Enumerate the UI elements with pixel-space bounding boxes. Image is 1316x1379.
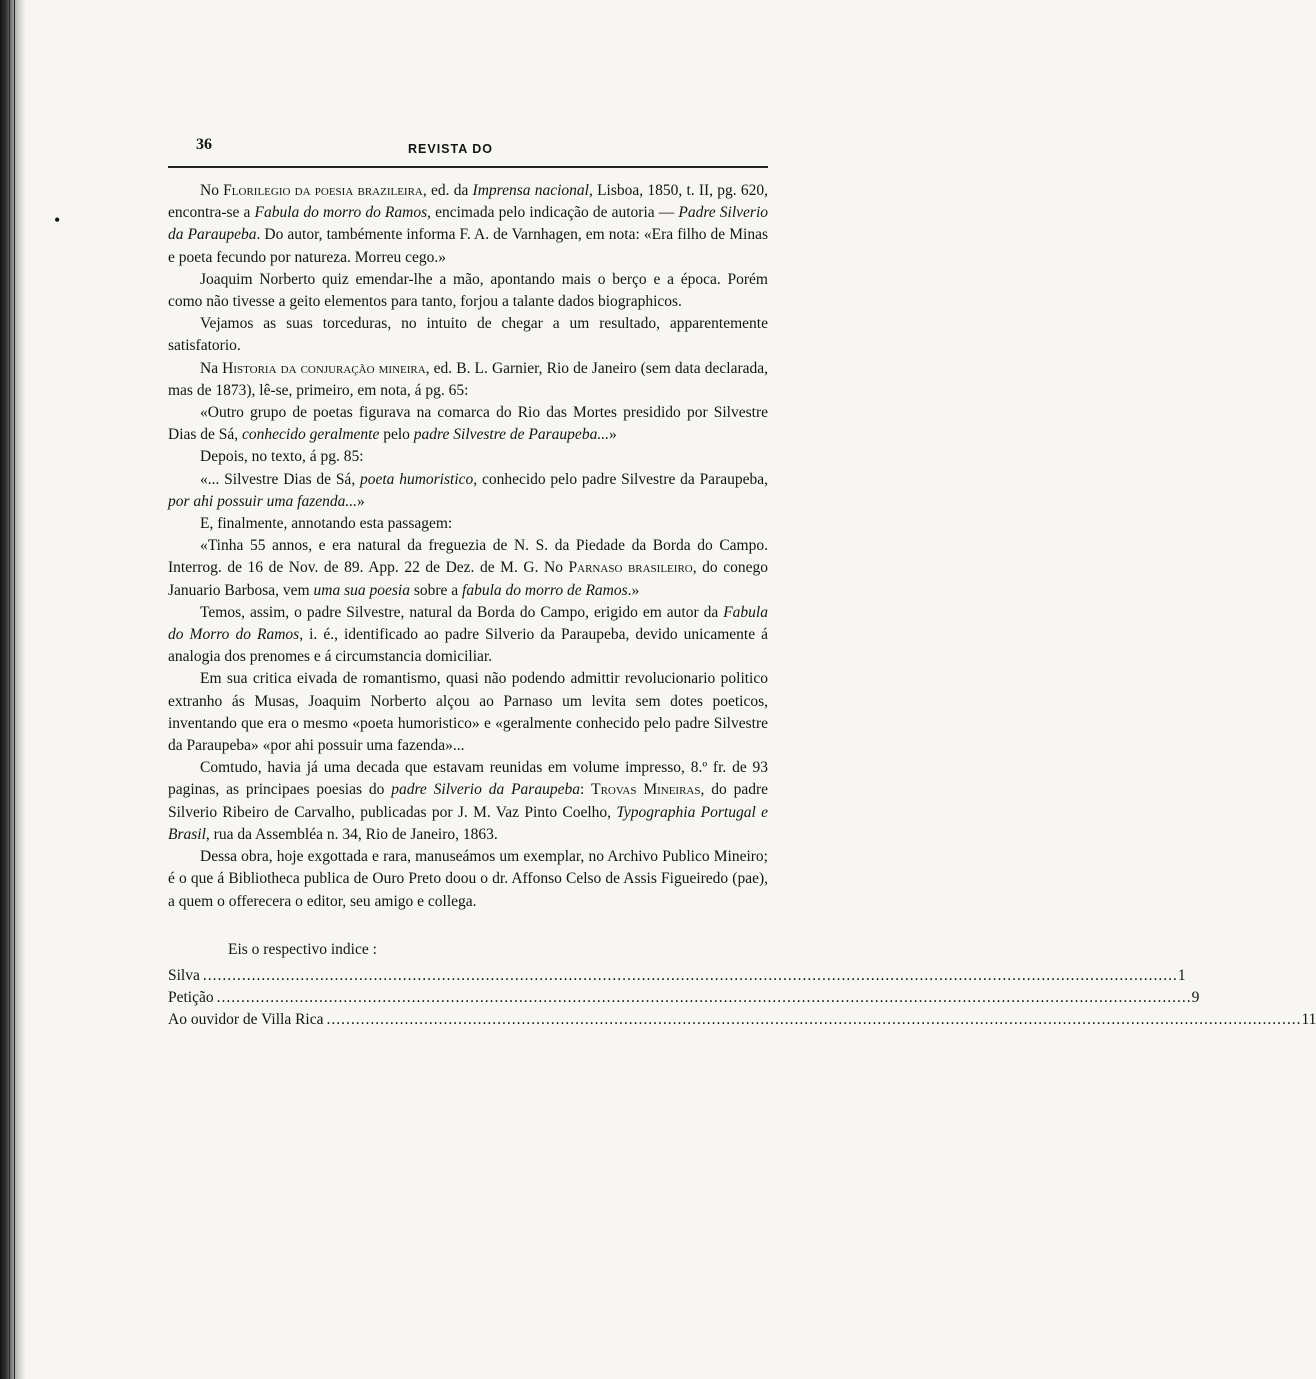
paragraph [168, 313, 768, 357]
small-caps-text: Parnaso brasileiro [568, 559, 693, 577]
text-run: Comtudo, havia já uma decada que estavam reunidas em volume impresso, 8.º fr. de 93 paginas, as principaes poesias do [168, 759, 768, 799]
italic-text: padre Silverio da Paraupeba [391, 781, 580, 799]
paragraph [168, 446, 768, 468]
paragraph [168, 846, 768, 913]
text-run: .» [627, 581, 640, 599]
paragraph [168, 757, 768, 846]
paragraph [168, 513, 768, 535]
text-run: , rua da Assembléa n. 34, Rio de Janeiro, 1863. [205, 825, 498, 843]
paragraph [168, 602, 768, 669]
dot-leader: ........................................................................................................................................................................................................ [326, 1011, 1302, 1029]
text-run: pelo [379, 426, 414, 444]
text-run: Depois, no texto, á pg. 85: [200, 448, 364, 466]
text-run: «Outro grupo de poetas figurava na comarca do Rio das Mortes presidido por Silvestre Dias de Sá, [168, 404, 768, 444]
text-run: : [579, 781, 592, 799]
paragraph [168, 358, 768, 402]
paragraph [168, 668, 768, 757]
binding-edge-line [14, 0, 15, 1379]
index-entry-page: 9 [1191, 989, 1200, 1007]
page-number: 36 [196, 136, 212, 153]
text-run: «Tinha 55 annos, e era natural da freguezia de N. S. da Piedade da Borda do Campo. Interrog. de 16 de Nov. de 89. App. 22 de Dez. de M. G. No [168, 537, 768, 577]
index-list [168, 965, 1316, 1032]
text-run: No [200, 182, 224, 199]
italic-text: Fabula do Morro do Ramos [168, 603, 768, 644]
italic-text: Padre Silverio da Paraupeba [168, 204, 768, 244]
index-entry-page: 1 [1177, 966, 1186, 984]
italic-text: Imprensa nacional [472, 182, 589, 199]
text-run: Temos, assim, o padre Silvestre, natural da Borda do Campo, erigido em autor da [200, 603, 724, 621]
text-run: . Do autor, tambémente informa F. A. de Varnhagen, em nota: «Era filho de Minas e poeta fecundo por natureza. Morreu cego.» [168, 226, 768, 266]
index-title: Eis o respectivo indice : [228, 940, 377, 958]
text-run: Na [200, 359, 223, 377]
italic-text: padre Silvestre de Paraupeba... [413, 426, 609, 444]
margin-mark: • [54, 210, 61, 230]
text-run: , conhecido pelo padre Silvestre da Paraupeba, [473, 470, 768, 488]
italic-text: conhecido geralmente [242, 426, 380, 444]
index-entry [168, 965, 1186, 987]
dot-leader: ........................................................................................................................................................................................................ [216, 989, 1192, 1007]
body-text [168, 180, 1316, 1031]
index-entry [168, 987, 1200, 1009]
text-run: , ed. B. L. Garnier, Rio de Janeiro (sem data declarada, mas de 1873), lê-se, primeiro, em nota, á pg. 65: [168, 359, 768, 399]
italic-text: por ahi possuir uma fazenda... [168, 492, 358, 510]
text-run: sobre a [409, 581, 463, 599]
page [168, 136, 1316, 1029]
index-entry-label: Ao ouvidor de Villa Rica [168, 1011, 324, 1029]
paragraphs [168, 180, 768, 913]
italic-text: uma sua poesia [313, 581, 410, 599]
page-header [168, 136, 768, 162]
text-run: «... Silvestre Dias de Sá, [200, 470, 360, 488]
text-run: Dessa obra, hoje exgottada e rara, manuseámos um exemplar, no Archivo Publico Mineiro; é o que á Bibliotheca publica de Ouro Preto doou o dr. Affonso Celso de Assis Figueiredo (pae), a quem o offerecera o editor, seu amigo e collega. [168, 848, 768, 910]
small-caps-text: Historia da conjuração mineira [222, 359, 426, 377]
index-entry-page: 11 [1301, 1011, 1316, 1029]
italic-text: fabula do morro de Ramos [462, 581, 628, 599]
text-run: » [357, 492, 365, 510]
text-run: , Lisboa, 1850, t. II, pg. 620, encontra-se a [168, 182, 768, 222]
running-head: REVISTA DO [408, 142, 494, 156]
text-run: , encimada pelo indicação de autoria — [427, 204, 679, 222]
text-run: , ed. da [422, 182, 473, 199]
text-run: , do conego Januario Barbosa, vem [168, 559, 768, 599]
index-entry-label: Silva [168, 966, 200, 984]
paragraph [168, 469, 768, 513]
text-run: Vejamos as suas torceduras, no intuito de chegar a um resultado, apparentemente satisfatorio. [168, 315, 768, 355]
paragraph [168, 269, 768, 313]
index-entry [168, 1009, 1316, 1031]
paragraph [168, 402, 768, 446]
italic-text: Fabula do morro do Ramos [254, 204, 428, 222]
binding-edge-line [4, 0, 5, 1379]
header-rule [168, 166, 768, 168]
text-run: Em sua critica eivada de romantismo, quasi não podendo admittir revolucionario politico extranho ás Musas, Joaquim Norberto alçou ao Parnaso um levita sem dotes poeticos, inventando que era o mesmo «poeta humoristico» e «geralmente conhecido pelo padre Silvestre da Paraupeba» «por ahi possuir uma fazenda»... [168, 670, 768, 755]
dot-leader: ........................................................................................................................................................................................................ [202, 966, 1178, 984]
index-entry-label: Petição [168, 989, 214, 1007]
paragraph [168, 535, 768, 602]
text-run: , i. é., identificado ao padre Silverio da Paraupeba, devido unicamente á analogia dos prenomes e á circumstancia domiciliar. [168, 626, 768, 666]
text-run: » [608, 426, 617, 444]
italic-text: poeta humoristico [359, 470, 474, 488]
text-run: , do padre Silverio Ribeiro de Carvalho, publicadas por J. M. Vaz Pinto Coelho, [168, 781, 768, 821]
binding-edge-line [9, 0, 10, 1379]
paragraph [168, 180, 768, 269]
text-run: Joaquim Norberto quiz emendar-lhe a mão, apontando mais o berço e a época. Porém como não tivesse a geito elementos para tanto, forjou a talante dados biographicos. [168, 270, 768, 311]
small-caps-text: Florilegio da poesia brazileira [223, 182, 423, 199]
italic-text: Typographia Portugal e Brasil [168, 803, 768, 843]
small-caps-text: Trovas Mineiras [591, 781, 701, 799]
text-run: E, finalmente, annotando esta passagem: [200, 515, 453, 533]
